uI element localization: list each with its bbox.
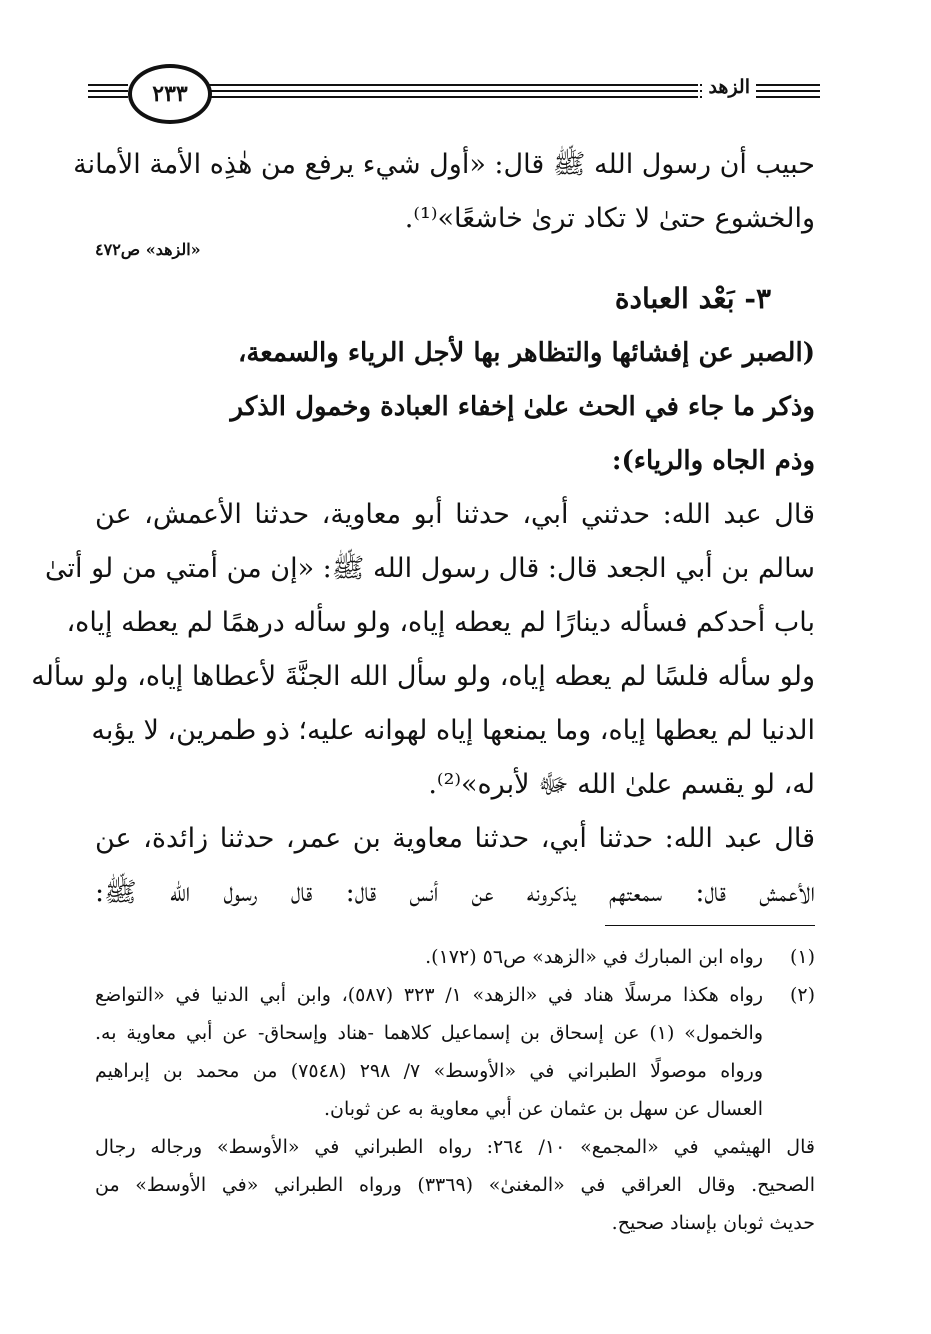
header-rule: [206, 90, 698, 92]
header-rule: [206, 96, 698, 98]
footnote-line: حديث ثوبان بإسناد صحيح.: [611, 1212, 815, 1234]
text-line: والخشوع حتىٰ لا تكاد ترىٰ خاشعًا»⁽¹⁾.: [404, 203, 815, 234]
text-line: له، لو يقسم علىٰ الله ﷻ لأبره»⁽²⁾.: [428, 769, 815, 800]
footnote-line: والخمول» (١) عن إسحاق بن إسماعيل كلاهما -هناد وإسحاق- عن أبي معاوية به.: [95, 1022, 763, 1044]
source-reference: «الزهد» ص٤٧٢: [95, 240, 201, 259]
header-rule: [88, 90, 128, 92]
header-rule: [88, 96, 128, 98]
section-subtitle-line: (الصبر عن إفشائها والتظاهر بها لأجل الرياء والسمعة،: [237, 338, 815, 368]
text-line: ولو سأله فلسًا لم يعطه إياه، ولو سأل الله الجنَّةَ لأعطاها إياه، ولو سأله: [31, 661, 815, 692]
footnote-2: [95, 976, 815, 1128]
footnote-line: رواه هكذا مرسلًا هناد في «الزهد» ١/ ٣٢٣ (٥٨٧)، وابن أبي الدنيا في «التواضع: [95, 984, 764, 1006]
footnote-number: (١): [789, 946, 815, 968]
section-subtitle-line: وذم الجاه والرياء):: [611, 446, 815, 476]
footnote-line: العسال عن سهل بن عثمان عن أبي معاوية به عن ثوبان.: [323, 1098, 763, 1120]
footnote-line: ورواه موصولًا الطبراني في «الأوسط» ٧/ ٢٩٨ (٧٥٤٨) من محمد بن إبراهيم: [95, 1060, 764, 1082]
section-title: ٣- بَعْد العبادة: [614, 282, 771, 315]
footnote-2-continuation: [95, 1128, 815, 1242]
footnote-separator: [605, 925, 815, 926]
page-number: ٢٣٣: [128, 64, 212, 124]
footnote-line: قال الهيثمي في «المجمع» ١٠/ ٢٦٤: رواه الطبراني في «الأوسط» ورجاله رجال: [95, 1136, 815, 1158]
footnote-number: (٢): [789, 984, 815, 1006]
header-rule: [88, 84, 128, 86]
header-rule: [206, 84, 698, 86]
text-line: حبيب أن رسول الله ﷺ قال: «أول شيء يرفع من هٰذِه الأمة الأمانة: [73, 149, 815, 180]
footnotes: [95, 938, 815, 1242]
text-line: الدنيا لم يعطها إياه، وما يمنعها إياه لهوانه عليه؛ ذو طمرين، لا يؤبه: [91, 715, 815, 746]
text-line: قال عبد الله: حدثني أبي، حدثنا أبو معاوية، حدثنا الأعمش، عن: [95, 499, 815, 530]
footnote-1: [95, 938, 815, 976]
text-line: قال عبد الله: حدثنا أبي، حدثنا معاوية بن عمر، حدثنا زائدة، عن: [95, 823, 815, 854]
text-line: سالم بن أبي الجعد قال: قال رسول الله ﷺ: «إن من أمتي من لو أتىٰ: [44, 553, 815, 584]
footnote-line: رواه ابن المبارك في «الزهد» ص٥٦ (١٧٢).: [425, 946, 763, 968]
section-subtitle-line: وذكر ما جاء في الحث علىٰ إخفاء العبادة وخمول الذكر: [230, 392, 815, 422]
text-line: الأعمش قال: سمعتهم يذكرونه عن أنس قال: قال رسول الله ﷺ:: [95, 877, 815, 908]
footnote-line: الصحيح. وقال العراقي في «المغنىٰ» (٣٣٦٩) ورواه الطبراني «في الأوسط» من: [95, 1174, 815, 1196]
running-title: الزهد: [702, 76, 756, 98]
text-line: باب أحدكم فسأله دينارًا لم يعطه إياه، ولو سأله درهمًا لم يعطه إياه،: [66, 607, 815, 638]
main-text: [31, 138, 815, 920]
page-header: [88, 62, 820, 124]
